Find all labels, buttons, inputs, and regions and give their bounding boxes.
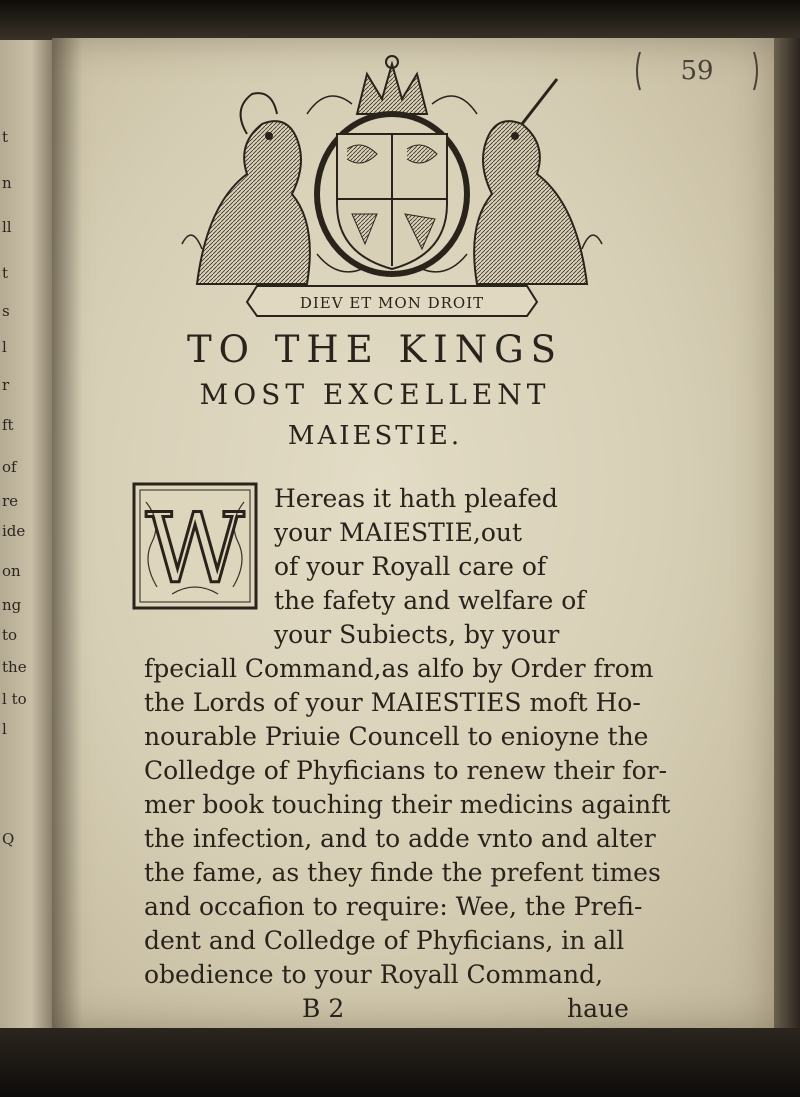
dedication-majesty: MAIESTIE. [287, 421, 463, 451]
body-line: mer book touching their medicins againft [144, 790, 671, 819]
body-line: your MAIESTIE,out [274, 518, 523, 547]
body-line: nourable Priuie Councell to enioyne the [144, 722, 649, 751]
crown-icon [357, 56, 427, 114]
body-line: your Subiects, by your [274, 620, 560, 649]
dedication-title: TO THE KINGS [186, 328, 564, 371]
scan-top-shadow [0, 0, 800, 40]
facing-fragment: ll [2, 218, 12, 236]
dedication-subtitle: MOST EXCELLENT [199, 378, 551, 411]
unicorn-supporter-icon [474, 79, 587, 284]
body-line: the fafety and welfare of [274, 586, 586, 615]
facing-fragment: ft [2, 416, 14, 434]
facing-fragment: on [2, 562, 21, 580]
facing-fragment: r [2, 376, 10, 394]
scan-bottom-shadow [0, 1028, 800, 1097]
body-line: and occafion to require: Wee, the Prefi- [144, 892, 643, 921]
facing-fragment: of [2, 458, 17, 476]
body-line: the Lords of your MAIESTIES moft Ho- [144, 688, 641, 717]
facing-fragment: n [2, 174, 12, 192]
catchword: haue [567, 994, 629, 1023]
decorated-initial-w [132, 482, 258, 610]
facing-fragment: s [2, 302, 10, 320]
body-line: dent and Colledge of Phyficians, in all [144, 926, 625, 955]
body-line: of your Royall care of [274, 552, 547, 581]
facing-fragment: re [2, 492, 19, 510]
lion-supporter-icon [197, 93, 310, 284]
page-number-bracket-icon [632, 48, 762, 94]
facing-fragment: l [2, 720, 7, 738]
page-number-text: 59 [680, 56, 714, 86]
book-page [52, 38, 774, 1028]
facing-fragment: l [2, 338, 7, 356]
royal-arms-headpiece [177, 54, 607, 324]
body-line: the fame, as they finde the prefent times [144, 858, 661, 887]
body-line: Colledge of Phyficians to renew their for- [144, 756, 668, 785]
facing-fragment: the [2, 658, 27, 676]
body-line: the infection, and to adde vnto and alter [144, 824, 656, 853]
facing-fragment: to [2, 626, 18, 644]
facing-fragment: ng [2, 596, 22, 614]
page-right-edge [774, 38, 800, 1028]
motto-ribbon [247, 286, 537, 316]
facing-fragment: t [2, 128, 9, 146]
facing-fragment: ide [2, 522, 26, 540]
motto-text: DIEV ET MON DROIT [299, 294, 485, 312]
body-line: obedience to your Royall Command, [144, 960, 604, 989]
facing-fragment: Q [2, 830, 15, 848]
initial-letter: W [145, 493, 245, 605]
body-line: Hereas it hath pleafed [274, 484, 558, 513]
facing-fragment: l to [2, 690, 27, 708]
facing-page-edge [0, 40, 52, 1030]
shield-icon [317, 114, 467, 274]
facing-fragment: t [2, 264, 9, 282]
page-number [632, 48, 762, 94]
signature-mark: B 2 [302, 994, 345, 1023]
body-line: fpeciall Command,as alfo by Order from [144, 654, 654, 683]
